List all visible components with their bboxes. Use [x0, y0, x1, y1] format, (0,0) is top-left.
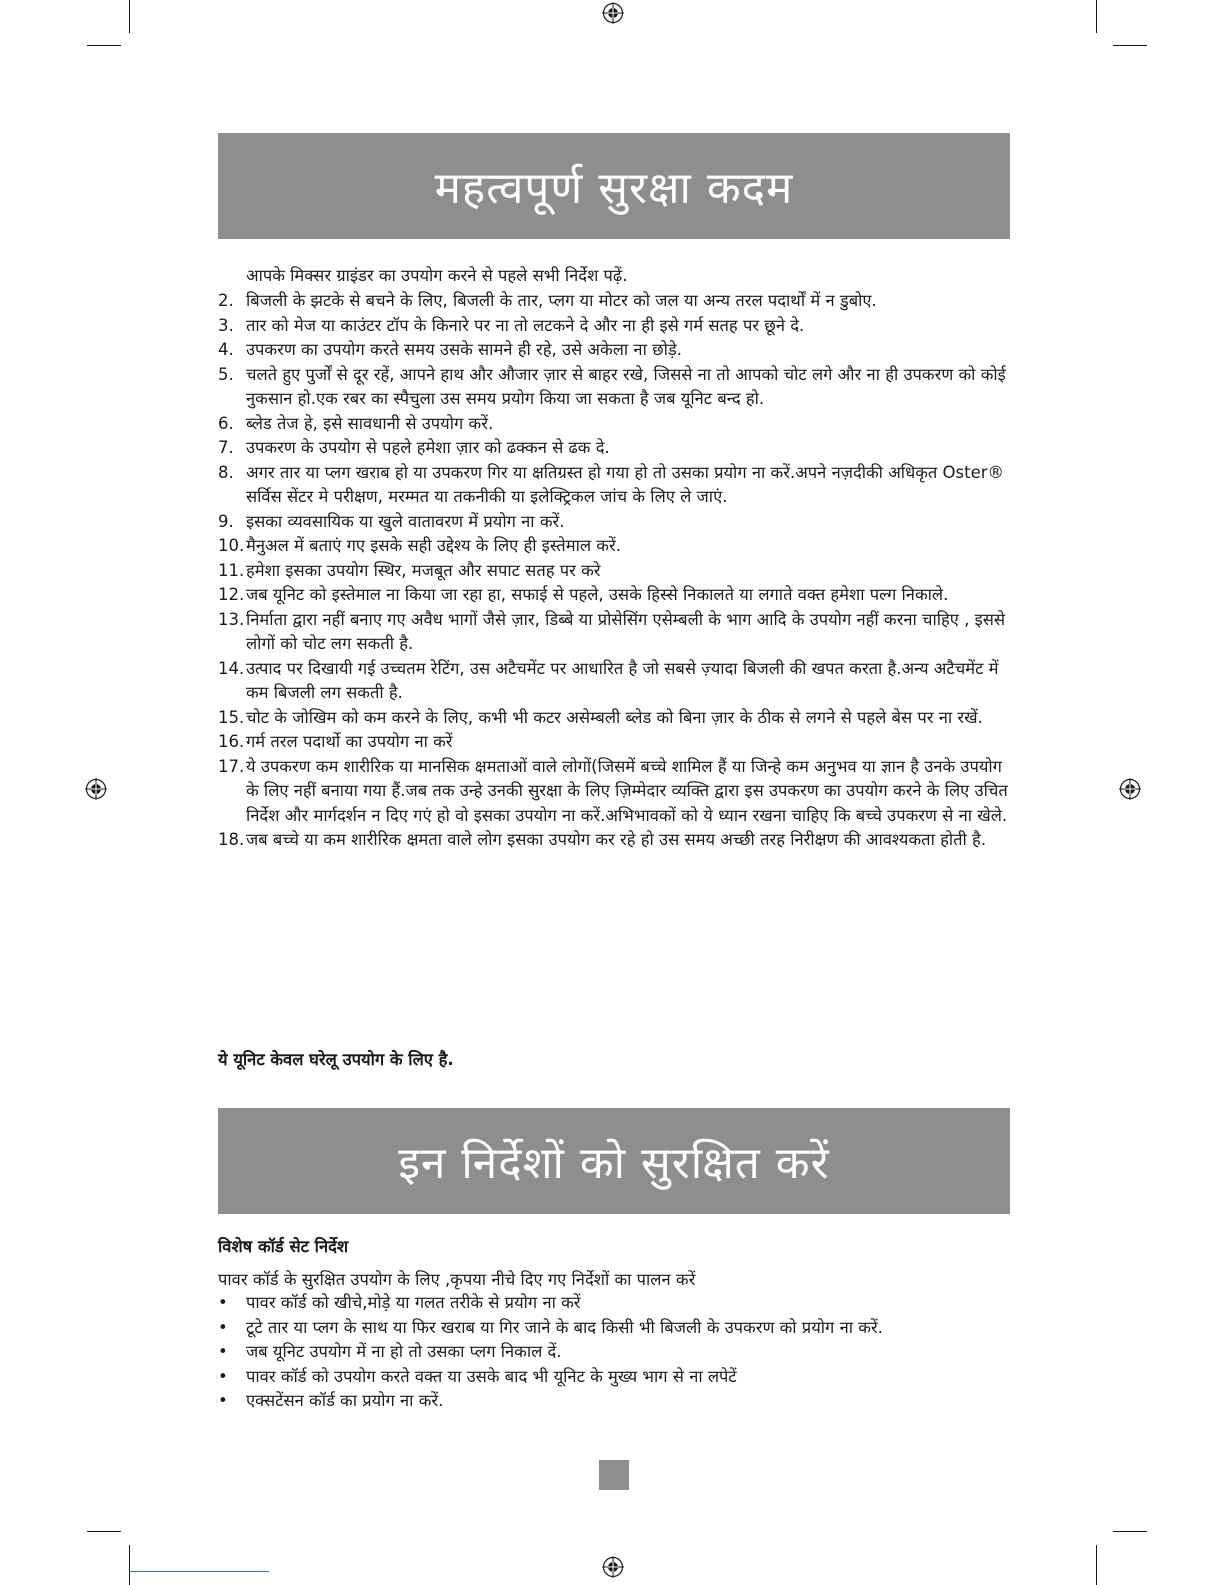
list-item — [218, 412, 1010, 437]
item-number: 18. — [218, 830, 245, 849]
crop-mark — [1096, 0, 1097, 33]
lead-text: आपके मिक्सर ग्राइंडर का उपयोग करने से पहले सभी निर्देश पढ़ें. — [246, 266, 628, 285]
list-item — [218, 363, 1010, 412]
item-text: जब यूनिट को इस्तेमाल ना किया जा रहा हा, सफाई से पहले, उसके हिस्से निकालते या लगाते वक्त हमेशा पल्ग निकाले. — [246, 585, 949, 604]
item-number: 7. — [218, 438, 234, 457]
item-number: 2. — [218, 291, 234, 310]
item-text: अगर तार या प्लग खराब हो या उपकरण गिर या क्षतिग्रस्त हो गया हो तो उसका प्रयोग ना करें.अपने नज़दीकी अधिकृत Oster® सर्विस सेंटर मे परीक्षण, मरम्मत या तकनीकी या इलेक्ट्रिकल जांच के लिए ले जाएं. — [246, 462, 1005, 506]
item-text: ब्लेड तेज हे, इसे सावधानी से उपयोग करें. — [246, 413, 494, 433]
list-item — [218, 338, 1010, 363]
bullet-icon: • — [218, 1342, 228, 1361]
list-item — [218, 1340, 1010, 1365]
item-text: तार को मेज या काउंटर टॉप के किनारे पर ना तो लटकने दे और ना ही इसे गर्म सतह पर छूने दे. — [246, 315, 805, 335]
list-item — [218, 1291, 1010, 1316]
item-number: 6. — [218, 413, 234, 433]
cord-intro: पावर कॉर्ड के सुरक्षित उपयोग के लिए ,कृपया नीचे दिए गए निर्देशों का पालन करें — [218, 1270, 696, 1289]
item-text: टूटे तार या प्लग के साथ या फिर खराब या गिर जाने के बाद किसी भी बिजली के उपकरण को प्रयोग ना करें. — [246, 1317, 883, 1337]
item-text: इसका व्यवसायिक या खुले वातावरण में प्रयोग ना करें. — [246, 511, 565, 531]
registration-mark-icon — [602, 1556, 624, 1578]
list-item — [218, 608, 1010, 657]
crop-mark — [129, 1545, 130, 1585]
list-item — [218, 461, 1010, 510]
item-number: 17. — [218, 756, 245, 776]
bullet-icon: • — [218, 1366, 228, 1386]
item-text: मैनुअल में बताएं गए इसके सही उद्देश्य के लिए ही इस्तेमाल करें. — [246, 536, 621, 555]
crop-mark — [1113, 45, 1147, 46]
list-item — [218, 828, 1010, 853]
list-item — [218, 657, 1010, 706]
registration-mark-icon — [1119, 778, 1141, 800]
bullet-icon: • — [218, 1317, 228, 1337]
item-number: 15. — [218, 707, 245, 727]
page-title: महत्वपूर्ण सुरक्षा कदम — [434, 163, 794, 214]
list-item — [218, 314, 1010, 339]
crop-mark — [87, 1531, 121, 1532]
list-item — [218, 534, 1010, 559]
item-number: 13. — [218, 609, 245, 629]
item-text: गर्म तरल पदार्थो का उपयोग ना करें — [246, 732, 453, 751]
item-text: चोट के जोखिम को कम करने के लिए, कभी भी कटर असेम्बली ब्लेड को बिना ज़ार के ठीक से लगने से पहले बेस पर ना रखें. — [246, 707, 983, 727]
crop-mark — [87, 45, 121, 46]
list-item — [218, 706, 1010, 731]
item-text: पावर कॉर्ड को उपयोग करते वक्त या उसके बाद भी यूनिट के मुख्य भाग से ना लपेटें — [246, 1366, 737, 1386]
item-text: चलते हुए पुर्जों से दूर रहें, आपने हाथ और औजार ज़ार से बाहर रखे, जिससे ना तो आपको चोट लगे और ना ही उपकरण को कोई नुकसान हो.एक रबर का स्पैचुला उस समय प्रयोग किया जा सकता है जब यूनिट बन्द हो. — [246, 364, 1006, 408]
item-text: एक्सटेंसन कॉर्ड का प्रयोग ना करें. — [246, 1391, 444, 1410]
item-number: 11. — [218, 560, 245, 580]
list-item — [218, 1389, 1010, 1414]
list-item — [218, 755, 1010, 829]
crop-mark — [1096, 1545, 1097, 1585]
item-text: पावर कॉर्ड को खीचे,मोड़े या गलत तरीके से प्रयोग ना करें — [246, 1293, 581, 1312]
list-item — [218, 583, 1010, 608]
item-number: 5. — [218, 364, 234, 384]
item-number: 3. — [218, 315, 234, 335]
item-text: निर्माता द्वारा नहीं बनाए गए अवैध भागों जैसे ज़ार, डिब्बे या प्रोसेसिंग एसेम्बली के भाग आदि के उपयोग नहीं करना चाहिए , इससे लोगों को चोट लग सकती है. — [246, 609, 1006, 653]
safety-list — [218, 289, 1010, 853]
item-text: उपकरण के उपयोग से पहले हमेशा ज़ार को ढक्कन से ढक दे. — [246, 438, 610, 457]
list-item — [218, 510, 1010, 535]
item-text: उपकरण का उपयोग करते समय उसके सामने ही रहे, उसे अकेला ना छोड़े. — [246, 340, 682, 359]
registration-mark-icon — [602, 2, 624, 24]
item-text: उत्पाद पर दिखायी गई उच्चतम रेटिंग, उस अटैचमेंट पर आधारित है जो सबसे ज़्यादा बिजली की खपत करता है.अन्य अटैचमेंट में कम बिजली लग सकती है. — [246, 658, 999, 702]
list-item — [218, 1316, 1010, 1341]
item-text: हमेशा इसका उपयोग स्थिर, मजबूत और सपाट सतह पर करे — [246, 560, 601, 580]
item-number: 8. — [218, 462, 234, 482]
page-number-box — [599, 1460, 629, 1490]
registration-mark-icon — [85, 778, 107, 800]
item-number: 10. — [218, 536, 245, 555]
section-title: इन निर्देशों को सुरक्षित करें — [398, 1138, 830, 1189]
item-number: 16. — [218, 732, 245, 751]
list-item — [218, 730, 1010, 755]
list-item — [218, 289, 1010, 314]
cord-heading: विशेष कॉर्ड सेट निर्देश — [218, 1237, 349, 1256]
item-text: बिजली के झटके से बचने के लिए, बिजली के तार, प्लग या मोटर को जल या अन्य तरल पदार्थों में न डुबोए. — [246, 291, 877, 310]
crop-mark — [129, 0, 130, 33]
item-text: जब बच्चे या कम शारीरिक क्षमता वाले लोग इसका उपयोग कर रहे हो उस समय अच्छी तरह निरीक्षण की आवश्यकता होती है. — [246, 830, 987, 849]
cord-list — [218, 1291, 1010, 1414]
list-item — [218, 1365, 1010, 1390]
item-number: 14. — [218, 658, 245, 678]
list-item — [218, 559, 1010, 584]
safety-title-banner — [218, 133, 1010, 239]
crop-mark — [1113, 1531, 1147, 1532]
bottom-rule — [129, 1571, 269, 1572]
item-number: 4. — [218, 340, 234, 359]
list-item — [218, 436, 1010, 461]
save-instructions-banner — [218, 1108, 1010, 1214]
item-number: 9. — [218, 511, 234, 531]
item-text: जब यूनिट उपयोग में ना हो तो उसका प्लग निकाल दें. — [246, 1342, 562, 1361]
bullet-icon: • — [218, 1293, 228, 1312]
item-text: ये उपकरण कम शारीरिक या मानसिक क्षमताओं वाले लोगों(जिसमें बच्चे शामिल हैं या जिन्हे कम अनुभव या ज्ञान है उनके उपयोग के लिए नहीं बनाया गया हैं.जब तक उन्हे उनकी सुरक्षा के लिए ज़िम्मेदार व्यक्ति द्वारा इस उपकरण का उपयोग करने के लिए उचित निर्देश और मार्गदर्शन न दिए गएं हो वो इसका उपयोग ना करें.अभिभावकों को ये ध्यान रखना चाहिए कि बच्चे उपकरण से ना खेले. — [246, 756, 1008, 825]
bullet-icon: • — [218, 1391, 228, 1410]
household-note: ये यूनिट केवल घरेलू उपयोग के लिए है. — [218, 1050, 454, 1069]
item-number: 12. — [218, 585, 245, 604]
